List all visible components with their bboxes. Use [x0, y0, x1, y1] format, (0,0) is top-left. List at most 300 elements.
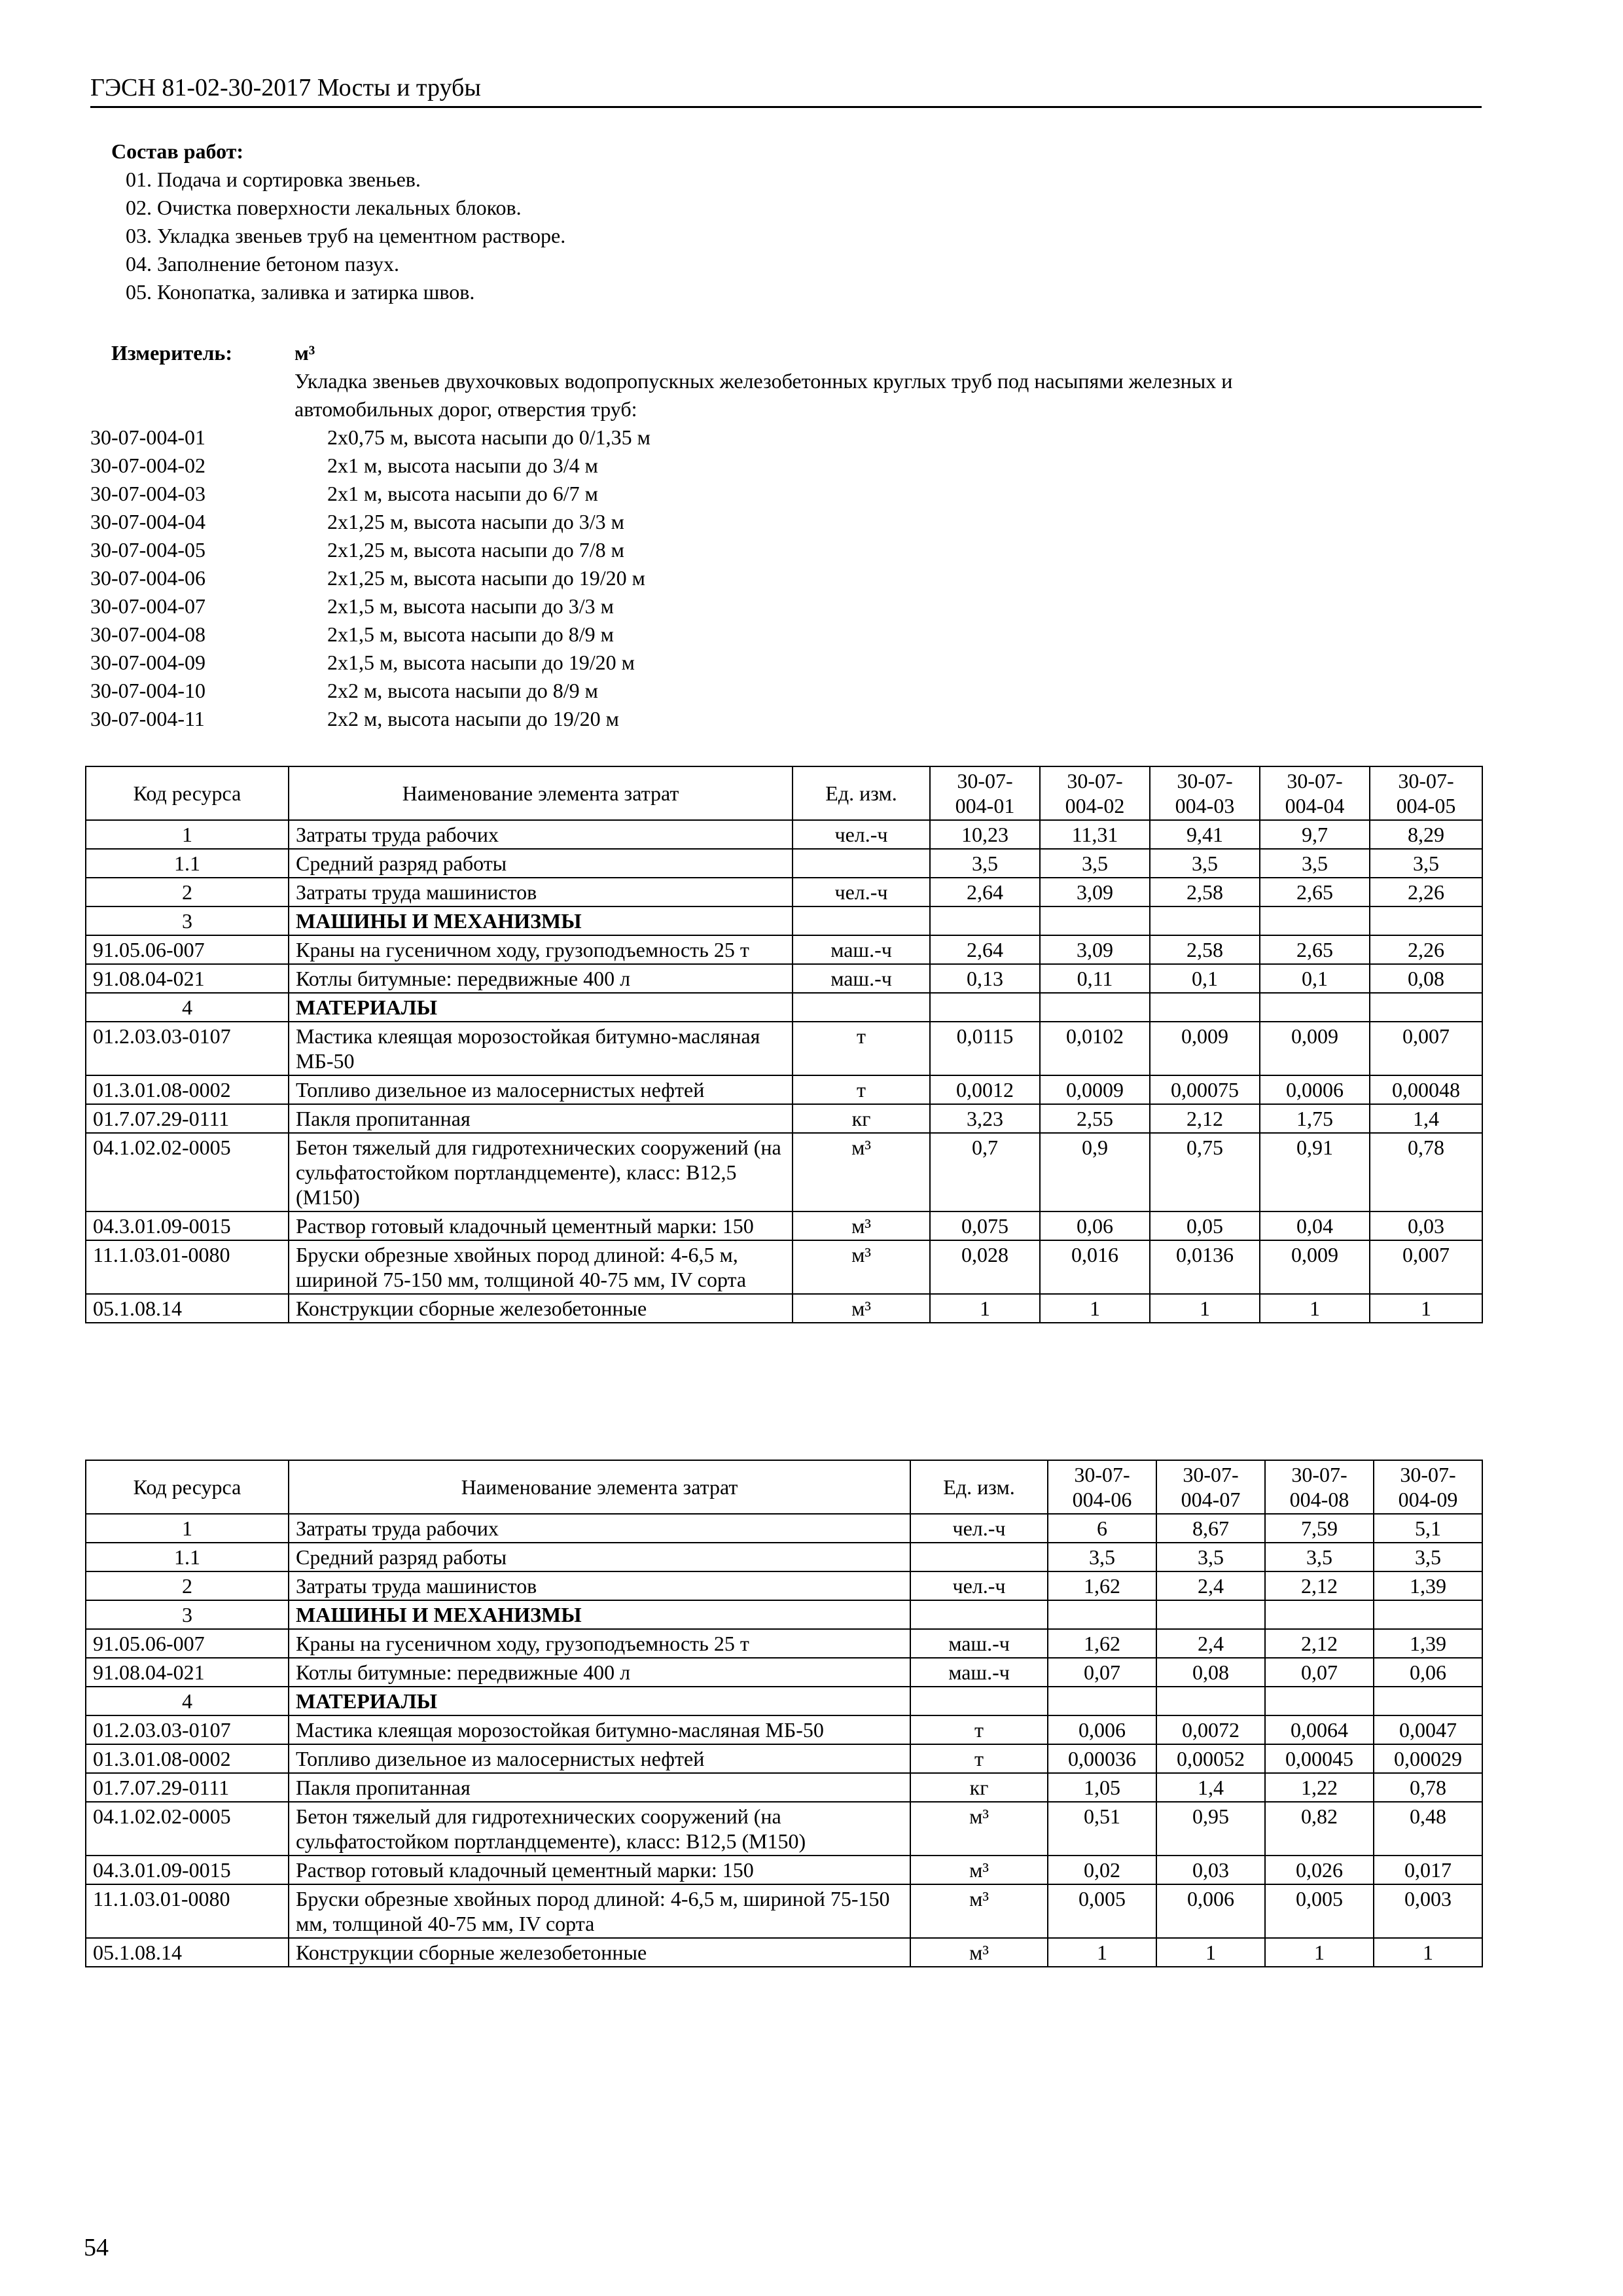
table-row	[86, 1211, 1482, 1240]
meter-description-cont: автомобильных дорог, отверстия труб:	[294, 397, 637, 421]
value-cell: 0,006	[1048, 1715, 1156, 1744]
resource-code-cell: 2	[86, 1571, 289, 1600]
unit-cell	[910, 1600, 1048, 1629]
table-row	[86, 1773, 1482, 1802]
value-cell: 2,64	[930, 878, 1040, 906]
unit-cell: маш.-ч	[793, 964, 930, 993]
value-cell: 1,75	[1260, 1104, 1370, 1133]
table-row	[86, 1744, 1482, 1773]
value-cell: 0,13	[930, 964, 1040, 993]
value-cell: 3,5	[1374, 1543, 1482, 1571]
resource-code-cell: 11.1.03.01-0080	[86, 1884, 289, 1938]
code-list-row	[90, 592, 1484, 620]
header-unit: Ед. изм.	[793, 766, 930, 820]
unit-cell	[793, 906, 930, 935]
element-name-cell: Затраты труда рабочих	[289, 820, 793, 849]
table-row	[86, 1022, 1482, 1075]
value-cell: 0,06	[1374, 1658, 1482, 1687]
code-list-row	[90, 649, 1484, 677]
unit-cell: м³	[793, 1211, 930, 1240]
table-row	[86, 1856, 1482, 1884]
document-title: ГЭСН 81-02-30-2017 Мосты и трубы	[90, 74, 481, 101]
unit-cell: м³	[910, 1938, 1048, 1967]
value-cell: 1,62	[1048, 1629, 1156, 1658]
value-cell	[1040, 906, 1150, 935]
value-cell: 2,4	[1156, 1571, 1265, 1600]
resource-code-cell: 2	[86, 878, 289, 906]
element-name-cell: Конструкции сборные железобетонные	[289, 1294, 793, 1323]
resource-code-cell: 05.1.08.14	[86, 1938, 289, 1967]
norm-code: 30-07-004-06	[90, 566, 205, 590]
work-item: 02. Очистка поверхности лекальных блоков.	[126, 196, 522, 219]
resource-code-cell: 01.3.01.08-0002	[86, 1744, 289, 1773]
meter-unit: м³	[294, 341, 315, 365]
table-row	[86, 820, 1482, 849]
meter-block	[90, 339, 1484, 733]
meter-description: Укладка звеньев двухочковых водопропускных железобетонных круглых труб под насыпями железных и	[294, 369, 1233, 393]
value-cell: 0,0064	[1265, 1715, 1374, 1744]
value-cell: 2,12	[1265, 1629, 1374, 1658]
value-cell: 1	[1260, 1294, 1370, 1323]
value-cell: 0,0136	[1150, 1240, 1260, 1294]
resource-code-cell: 1	[86, 820, 289, 849]
unit-cell: т	[910, 1744, 1048, 1773]
value-cell: 9,41	[1150, 820, 1260, 849]
value-cell	[930, 993, 1040, 1022]
value-cell: 1,22	[1265, 1773, 1374, 1802]
table-row	[86, 1884, 1482, 1938]
value-cell: 0,007	[1370, 1022, 1482, 1075]
value-cell: 1	[1374, 1938, 1482, 1967]
value-cell: 0,00052	[1156, 1744, 1265, 1773]
element-name-cell: МАТЕРИАЛЫ	[289, 993, 793, 1022]
code-list-row	[90, 480, 1484, 508]
element-name-cell: Бетон тяжелый для гидротехнических сооружений (на сульфатостойком портландцементе), класс: В12,5 (М150)	[289, 1133, 793, 1211]
resource-code-cell: 3	[86, 906, 289, 935]
unit-cell: м³	[910, 1884, 1048, 1938]
value-cell: 0,0012	[930, 1075, 1040, 1104]
value-cell: 2,65	[1260, 878, 1370, 906]
value-cell: 0,1	[1150, 964, 1260, 993]
table-row	[86, 1240, 1482, 1294]
value-cell: 3,5	[1265, 1543, 1374, 1571]
work-item: 05. Конопатка, заливка и затирка швов.	[126, 280, 475, 304]
norm-code: 30-07-004-07	[90, 594, 205, 618]
value-cell: 1	[1156, 1938, 1265, 1967]
table-row	[86, 1133, 1482, 1211]
table-row	[86, 1514, 1482, 1543]
meter-label: Измеритель:	[111, 341, 232, 365]
resource-code-cell: 91.08.04-021	[86, 1658, 289, 1687]
table-row	[86, 964, 1482, 993]
value-cell: 8,29	[1370, 820, 1482, 849]
element-name-cell: Затраты труда рабочих	[289, 1514, 910, 1543]
value-cell	[1260, 906, 1370, 935]
value-cell: 0,03	[1370, 1211, 1482, 1240]
value-cell: 0,04	[1260, 1211, 1370, 1240]
value-cell: 0,00075	[1150, 1075, 1260, 1104]
header-norm-column: 30-07- 004-03	[1150, 766, 1260, 820]
table-row	[86, 906, 1482, 935]
unit-cell	[910, 1687, 1048, 1715]
value-cell	[1265, 1687, 1374, 1715]
unit-cell	[793, 993, 930, 1022]
unit-cell: маш.-ч	[793, 935, 930, 964]
value-cell	[1156, 1687, 1265, 1715]
page-header	[90, 73, 1482, 108]
value-cell: 0,82	[1265, 1802, 1374, 1856]
header-norm-column: 30-07- 004-05	[1370, 766, 1482, 820]
value-cell	[1374, 1687, 1482, 1715]
element-name-cell: Пакля пропитанная	[289, 1104, 793, 1133]
work-composition-heading: Состав работ:	[111, 139, 244, 163]
value-cell	[1374, 1600, 1482, 1629]
value-cell	[1370, 993, 1482, 1022]
value-cell: 0,003	[1374, 1884, 1482, 1938]
value-cell: 0,005	[1265, 1884, 1374, 1938]
value-cell: 0,00048	[1370, 1075, 1482, 1104]
unit-cell	[793, 849, 930, 878]
value-cell	[1265, 1600, 1374, 1629]
table-row	[86, 878, 1482, 906]
unit-cell: т	[910, 1715, 1048, 1744]
element-name-cell: Котлы битумные: передвижные 400 л	[289, 1658, 910, 1687]
value-cell: 2,4	[1156, 1629, 1265, 1658]
value-cell: 2,58	[1150, 935, 1260, 964]
header-norm-column: 30-07- 004-01	[930, 766, 1040, 820]
header-norm-column: 30-07- 004-02	[1040, 766, 1150, 820]
value-cell: 1	[1040, 1294, 1150, 1323]
norm-code-description: 2х1,25 м, высота насыпи до 3/3 м	[327, 510, 624, 533]
value-cell: 10,23	[930, 820, 1040, 849]
value-cell: 1,05	[1048, 1773, 1156, 1802]
element-name-cell: Средний разряд работы	[289, 849, 793, 878]
value-cell: 0,08	[1370, 964, 1482, 993]
table-row	[86, 1938, 1482, 1967]
value-cell: 0,00029	[1374, 1744, 1482, 1773]
unit-cell: чел.-ч	[793, 878, 930, 906]
value-cell: 0,05	[1150, 1211, 1260, 1240]
value-cell	[1040, 993, 1150, 1022]
resource-code-cell: 1.1	[86, 1543, 289, 1571]
element-name-cell: Средний разряд работы	[289, 1543, 910, 1571]
value-cell: 0,0102	[1040, 1022, 1150, 1075]
code-list-row	[90, 677, 1484, 705]
norm-code: 30-07-004-09	[90, 651, 205, 674]
resource-code-cell: 4	[86, 1687, 289, 1715]
table-row	[86, 1802, 1482, 1856]
resource-code-cell: 04.3.01.09-0015	[86, 1856, 289, 1884]
norm-code-description: 2х1,5 м, высота насыпи до 8/9 м	[327, 622, 614, 646]
element-name-cell: Краны на гусеничном ходу, грузоподъемность 25 т	[289, 935, 793, 964]
element-name-cell: Краны на гусеничном ходу, грузоподъемность 25 т	[289, 1629, 910, 1658]
value-cell: 6	[1048, 1514, 1156, 1543]
value-cell: 0,78	[1374, 1773, 1482, 1802]
work-item: 03. Укладка звеньев труб на цементном растворе.	[126, 224, 566, 247]
element-name-cell: Раствор готовый кладочный цементный марки: 150	[289, 1856, 910, 1884]
value-cell: 0,009	[1260, 1240, 1370, 1294]
header-resource-code: Код ресурса	[86, 766, 289, 820]
table-row	[86, 935, 1482, 964]
code-list-row	[90, 452, 1484, 480]
code-list-row	[90, 508, 1484, 536]
value-cell: 0,009	[1260, 1022, 1370, 1075]
value-cell: 3,5	[1048, 1543, 1156, 1571]
resource-code-cell: 91.05.06-007	[86, 935, 289, 964]
value-cell	[1150, 993, 1260, 1022]
unit-cell: м³	[793, 1294, 930, 1323]
table-row	[86, 1294, 1482, 1323]
page-number: 54	[84, 2234, 109, 2261]
unit-cell: чел.-ч	[910, 1571, 1048, 1600]
norm-code: 30-07-004-01	[90, 425, 205, 449]
header-norm-column: 30-07- 004-06	[1048, 1460, 1156, 1514]
value-cell: 1,4	[1156, 1773, 1265, 1802]
value-cell: 1,62	[1048, 1571, 1156, 1600]
element-name-cell: Бетон тяжелый для гидротехнических сооружений (на сульфатостойком портландцементе), класс: В12,5 (М150)	[289, 1802, 910, 1856]
value-cell: 0,1	[1260, 964, 1370, 993]
value-cell: 0,006	[1156, 1884, 1265, 1938]
header-norm-column: 30-07- 004-08	[1265, 1460, 1374, 1514]
code-list-row	[90, 620, 1484, 649]
value-cell: 8,67	[1156, 1514, 1265, 1543]
value-cell: 3,5	[930, 849, 1040, 878]
value-cell: 3,5	[1040, 849, 1150, 878]
unit-cell: м³	[910, 1802, 1048, 1856]
value-cell: 0,0009	[1040, 1075, 1150, 1104]
value-cell: 1	[1150, 1294, 1260, 1323]
resource-code-cell: 04.1.02.02-0005	[86, 1802, 289, 1856]
resource-code-cell: 3	[86, 1600, 289, 1629]
unit-cell: кг	[793, 1104, 930, 1133]
value-cell: 0,009	[1150, 1022, 1260, 1075]
value-cell: 2,64	[930, 935, 1040, 964]
resource-code-cell: 91.08.04-021	[86, 964, 289, 993]
value-cell: 0,95	[1156, 1802, 1265, 1856]
code-list-row	[90, 705, 1484, 733]
resource-code-cell: 01.2.03.03-0107	[86, 1022, 289, 1075]
header-resource-code: Код ресурса	[86, 1460, 289, 1514]
table-row	[86, 1715, 1482, 1744]
value-cell: 0,48	[1374, 1802, 1482, 1856]
value-cell	[930, 906, 1040, 935]
value-cell: 0,0006	[1260, 1075, 1370, 1104]
work-item: 04. Заполнение бетоном пазух.	[126, 252, 399, 276]
element-name-cell: Топливо дизельное из малосернистых нефтей	[289, 1075, 793, 1104]
unit-cell	[910, 1543, 1048, 1571]
table-row	[86, 993, 1482, 1022]
norm-code: 30-07-004-11	[90, 707, 205, 730]
table-row	[86, 1629, 1482, 1658]
element-name-cell: Котлы битумные: передвижные 400 л	[289, 964, 793, 993]
resource-code-cell: 04.1.02.02-0005	[86, 1133, 289, 1211]
value-cell	[1260, 993, 1370, 1022]
unit-cell: т	[793, 1022, 930, 1075]
value-cell: 1,39	[1374, 1571, 1482, 1600]
table-row	[86, 1104, 1482, 1133]
element-name-cell: Бруски обрезные хвойных пород длиной: 4-6,5 м, шириной 75-150 мм, толщиной 40-75 мм, IV сорта	[289, 1884, 910, 1938]
value-cell: 0,78	[1370, 1133, 1482, 1211]
value-cell: 1	[1048, 1938, 1156, 1967]
value-cell: 9,7	[1260, 820, 1370, 849]
norm-code: 30-07-004-02	[90, 454, 205, 477]
table-row	[86, 1687, 1482, 1715]
unit-cell: чел.-ч	[793, 820, 930, 849]
value-cell: 0,026	[1265, 1856, 1374, 1884]
header-unit: Ед. изм.	[910, 1460, 1048, 1514]
element-name-cell: Топливо дизельное из малосернистых нефтей	[289, 1744, 910, 1773]
value-cell: 0,9	[1040, 1133, 1150, 1211]
value-cell: 2,26	[1370, 878, 1482, 906]
value-cell: 2,12	[1265, 1571, 1374, 1600]
work-item: 01. Подача и сортировка звеньев.	[126, 168, 421, 191]
value-cell	[1156, 1600, 1265, 1629]
value-cell: 0,06	[1040, 1211, 1150, 1240]
norm-code-description: 2х2 м, высота насыпи до 19/20 м	[327, 707, 619, 730]
value-cell: 0,11	[1040, 964, 1150, 993]
table-row	[86, 1600, 1482, 1629]
value-cell: 0,03	[1156, 1856, 1265, 1884]
value-cell: 2,26	[1370, 935, 1482, 964]
element-name-cell: Раствор готовый кладочный цементный марки: 150	[289, 1211, 793, 1240]
norm-code-description: 2х1,5 м, высота насыпи до 19/20 м	[327, 651, 635, 674]
resource-code-cell: 1.1	[86, 849, 289, 878]
element-name-cell: Мастика клеящая морозостойкая битумно-масляная МБ-50	[289, 1715, 910, 1744]
header-element-name: Наименование элемента затрат	[289, 1460, 910, 1514]
resource-code-cell: 91.05.06-007	[86, 1629, 289, 1658]
value-cell: 0,51	[1048, 1802, 1156, 1856]
value-cell: 3,5	[1150, 849, 1260, 878]
table-row	[86, 849, 1482, 878]
value-cell	[1150, 906, 1260, 935]
header-norm-column: 30-07- 004-09	[1374, 1460, 1482, 1514]
value-cell: 0,02	[1048, 1856, 1156, 1884]
element-name-cell: МАТЕРИАЛЫ	[289, 1687, 910, 1715]
element-name-cell: Бруски обрезные хвойных пород длиной: 4-6,5 м, шириной 75-150 мм, толщиной 40-75 мм, IV сорта	[289, 1240, 793, 1294]
norm-table-2	[85, 1460, 1483, 1967]
value-cell	[1048, 1600, 1156, 1629]
resource-code-cell: 4	[86, 993, 289, 1022]
value-cell: 0,91	[1260, 1133, 1370, 1211]
value-cell: 1,4	[1370, 1104, 1482, 1133]
norm-code-description: 2х1,5 м, высота насыпи до 3/3 м	[327, 594, 614, 618]
norm-code: 30-07-004-10	[90, 679, 205, 702]
norm-code-description: 2х0,75 м, высота насыпи до 0/1,35 м	[327, 425, 651, 449]
header-norm-column: 30-07- 004-07	[1156, 1460, 1265, 1514]
norm-code-description: 2х1 м, высота насыпи до 6/7 м	[327, 482, 598, 505]
unit-cell: м³	[793, 1240, 930, 1294]
unit-cell: кг	[910, 1773, 1048, 1802]
norm-code-description: 2х2 м, высота насыпи до 8/9 м	[327, 679, 598, 702]
value-cell: 1,39	[1374, 1629, 1482, 1658]
element-name-cell: Затраты труда машинистов	[289, 1571, 910, 1600]
value-cell: 11,31	[1040, 820, 1150, 849]
value-cell: 0,0072	[1156, 1715, 1265, 1744]
value-cell: 1	[1370, 1294, 1482, 1323]
value-cell: 3,5	[1156, 1543, 1265, 1571]
value-cell	[1048, 1687, 1156, 1715]
table-row	[86, 1571, 1482, 1600]
unit-cell: м³	[910, 1856, 1048, 1884]
table-row	[86, 1543, 1482, 1571]
value-cell: 0,016	[1040, 1240, 1150, 1294]
value-cell: 0,75	[1150, 1133, 1260, 1211]
value-cell: 0,00045	[1265, 1744, 1374, 1773]
norm-code-description: 2х1,25 м, высота насыпи до 19/20 м	[327, 566, 645, 590]
value-cell: 2,65	[1260, 935, 1370, 964]
value-cell: 5,1	[1374, 1514, 1482, 1543]
code-list-row	[90, 536, 1484, 564]
element-name-cell: МАШИНЫ И МЕХАНИЗМЫ	[289, 906, 793, 935]
value-cell: 2,55	[1040, 1104, 1150, 1133]
table-row	[86, 1658, 1482, 1687]
norm-code: 30-07-004-08	[90, 622, 205, 646]
value-cell: 7,59	[1265, 1514, 1374, 1543]
element-name-cell: Затраты труда машинистов	[289, 878, 793, 906]
value-cell: 3,23	[930, 1104, 1040, 1133]
element-name-cell: МАШИНЫ И МЕХАНИЗМЫ	[289, 1600, 910, 1629]
element-name-cell: Мастика клеящая морозостойкая битумно-масляная МБ-50	[289, 1022, 793, 1075]
value-cell: 1	[930, 1294, 1040, 1323]
code-list-row	[90, 423, 1484, 452]
value-cell: 3,5	[1260, 849, 1370, 878]
norm-code: 30-07-004-04	[90, 510, 205, 533]
table-row	[86, 1075, 1482, 1104]
work-composition	[111, 137, 565, 306]
header-norm-column: 30-07- 004-04	[1260, 766, 1370, 820]
resource-code-cell: 1	[86, 1514, 289, 1543]
resource-code-cell: 04.3.01.09-0015	[86, 1211, 289, 1240]
code-list-row	[90, 564, 1484, 592]
value-cell: 2,12	[1150, 1104, 1260, 1133]
norm-code-description: 2х1 м, высота насыпи до 3/4 м	[327, 454, 598, 477]
unit-cell: чел.-ч	[910, 1514, 1048, 1543]
header-element-name: Наименование элемента затрат	[289, 766, 793, 820]
unit-cell: маш.-ч	[910, 1629, 1048, 1658]
resource-code-cell: 01.3.01.08-0002	[86, 1075, 289, 1104]
value-cell: 0,075	[930, 1211, 1040, 1240]
norm-code: 30-07-004-05	[90, 538, 205, 562]
value-cell: 0,005	[1048, 1884, 1156, 1938]
value-cell: 0,08	[1156, 1658, 1265, 1687]
value-cell: 2,58	[1150, 878, 1260, 906]
value-cell: 0,07	[1265, 1658, 1374, 1687]
value-cell: 0,00036	[1048, 1744, 1156, 1773]
norm-table-1	[85, 766, 1483, 1323]
value-cell: 3,09	[1040, 878, 1150, 906]
value-cell: 3,5	[1370, 849, 1482, 878]
value-cell: 1	[1265, 1938, 1374, 1967]
value-cell: 0,028	[930, 1240, 1040, 1294]
resource-code-cell: 05.1.08.14	[86, 1294, 289, 1323]
value-cell: 0,0115	[930, 1022, 1040, 1075]
value-cell	[1370, 906, 1482, 935]
unit-cell: м³	[793, 1133, 930, 1211]
resource-code-cell: 01.7.07.29-0111	[86, 1104, 289, 1133]
code-list	[90, 423, 1484, 733]
value-cell: 0,017	[1374, 1856, 1482, 1884]
value-cell: 0,7	[930, 1133, 1040, 1211]
unit-cell: т	[793, 1075, 930, 1104]
element-name-cell: Пакля пропитанная	[289, 1773, 910, 1802]
resource-code-cell: 01.7.07.29-0111	[86, 1773, 289, 1802]
value-cell: 3,09	[1040, 935, 1150, 964]
resource-code-cell: 11.1.03.01-0080	[86, 1240, 289, 1294]
norm-code-description: 2х1,25 м, высота насыпи до 7/8 м	[327, 538, 624, 562]
resource-code-cell: 01.2.03.03-0107	[86, 1715, 289, 1744]
element-name-cell: Конструкции сборные железобетонные	[289, 1938, 910, 1967]
value-cell: 0,0047	[1374, 1715, 1482, 1744]
